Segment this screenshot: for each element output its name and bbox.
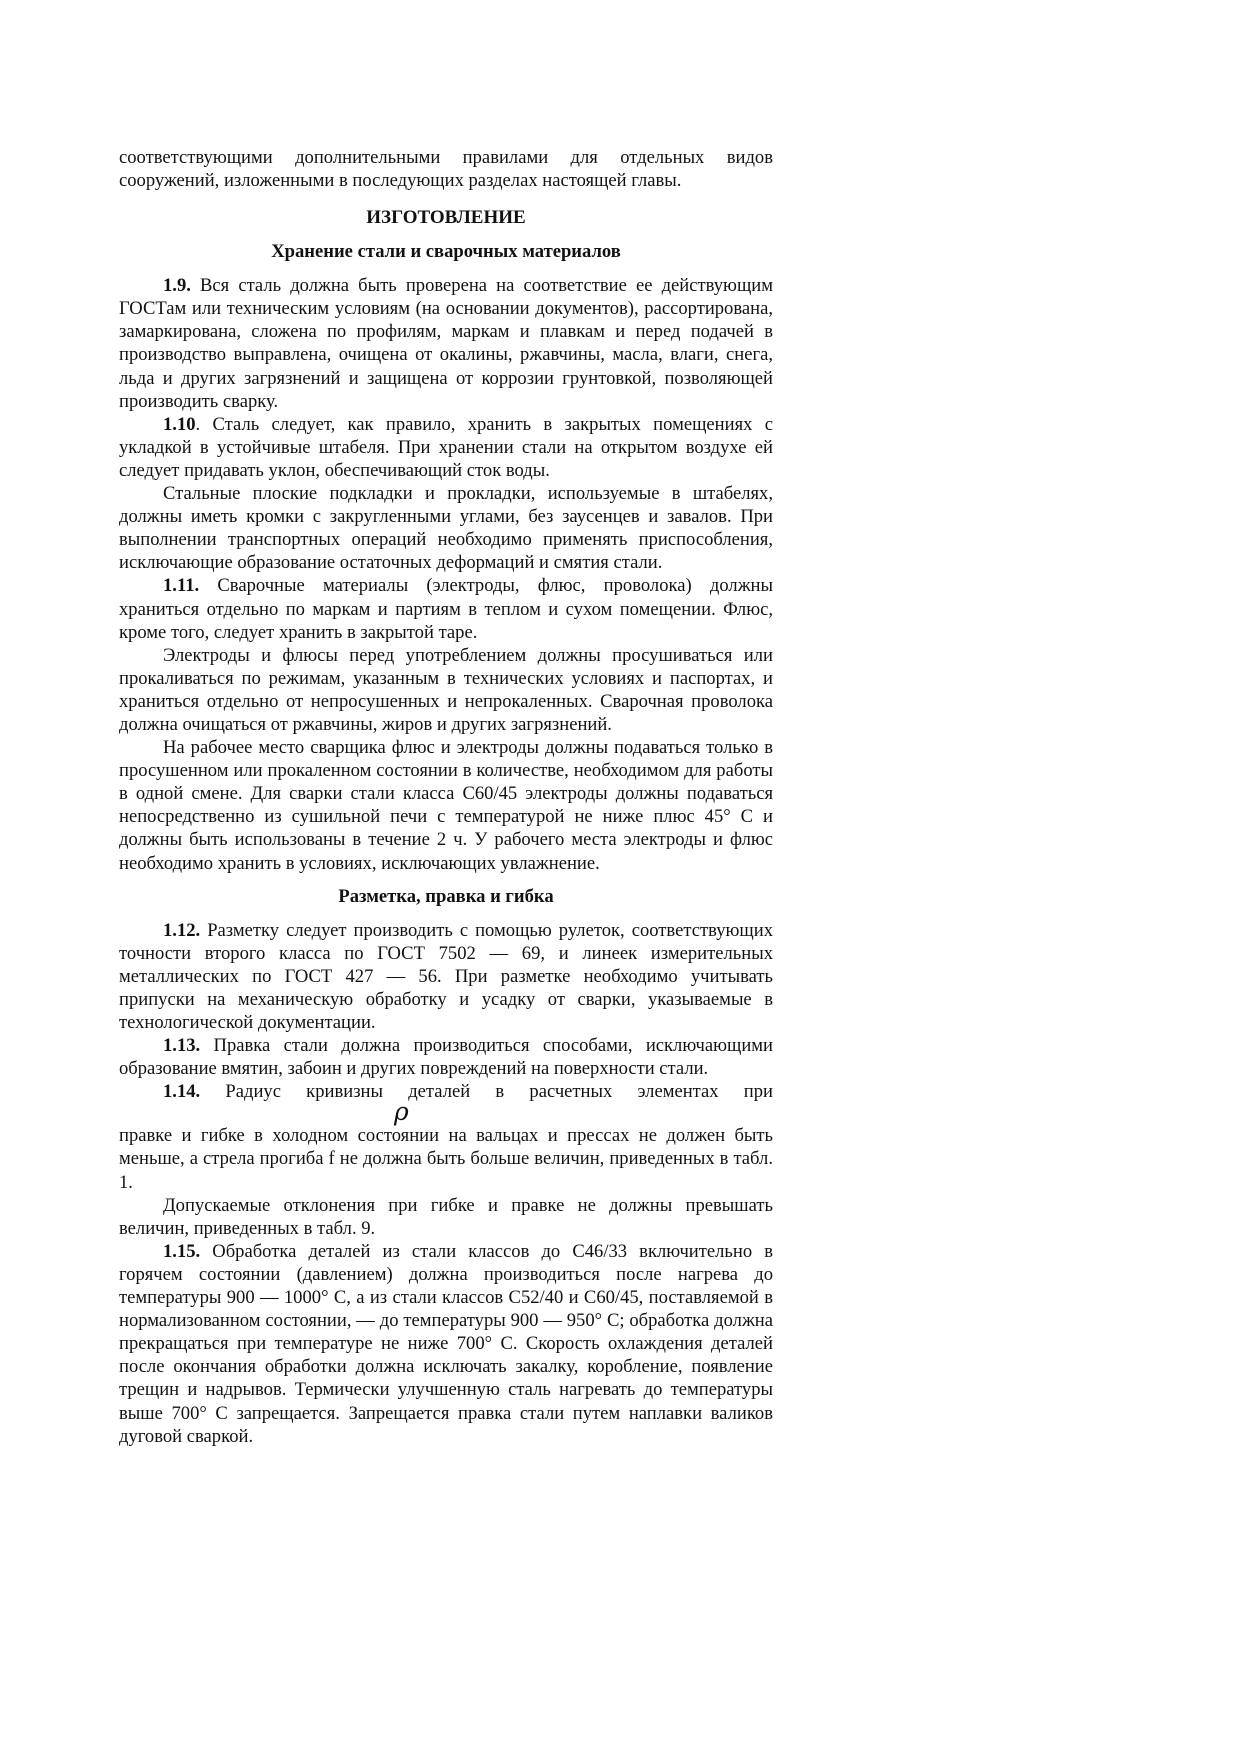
paragraph-1-9 [119, 274, 773, 413]
paragraph-workplace: На рабочее место сварщика флюс и электроды должны подаваться только в просушенном или прокаленном состоянии в количестве, необходимом для работы в одной смене. Для сварки стали класса С60/45 электроды должны подаваться непосредственно из сушильной печи с температурой не ниже плюс 45° С и должны быть использованы в течение 2 ч. У рабочего места электроды и флюс необходимо хранить в условиях, исключающих увлажнение. [119, 737, 773, 874]
clause-text: Вся сталь должна быть проверена на соответствие ее действующим ГОСТам или техническим условиям (на основании документов), рассортирована, замаркирована, сложена по профилям, маркам и плавкам и перед подачей в производство выправлена, очищена от окалины, ржавчины, масла, влаги, снега, льда и других загрязнений и защищена от коррозии грунтовкой, позволяющей производить сварку. [119, 275, 773, 412]
clause-text: Правка стали должна производиться способами, исключающими образование вмятин, забоин и других повреждений на поверхности стали. [119, 1035, 773, 1080]
intro-paragraph: соответствующими дополнительными правилами для отдельных видов сооружений, изложенными в последующих разделах настоящей главы. [119, 147, 773, 192]
paragraph-1-13 [119, 1034, 773, 1080]
clause-number: 1.13. [163, 1035, 201, 1057]
clause-text: Сварочные материалы (электроды, флюс, проволока) должны храниться отдельно по маркам и партиям в теплом и сухом помещении. Флюс, кроме того, следует хранить в закрытой таре. [119, 575, 773, 643]
paragraph-1-11 [119, 574, 773, 643]
section-title: ИЗГОТОВЛЕНИЕ [366, 207, 526, 229]
paragraph-pads: Стальные плоские подкладки и прокладки, используемые в штабелях, должны иметь кромки с закругленными углами, без заусенцев и завалов. При выполнении транспортных операций необходимо применять приспособления, исключающие образование остаточных деформаций и смятия стали. [119, 483, 773, 574]
paragraph-1-15 [119, 1240, 773, 1448]
clause-number: 1.14. [163, 1081, 201, 1103]
clause-text: . Сталь следует, как правило, хранить в закрытых помещениях с укладкой в устойчивые штабеля. При хранении стали на открытом воздухе ей следует придавать уклон, обеспечивающий сток воды. [119, 413, 773, 481]
document-page [119, 146, 773, 1448]
paragraph-1-12 [119, 919, 773, 1034]
paragraph-electrodes: Электроды и флюсы перед употреблением должны просушиваться или прокаливаться по режимам, указанным в технических условиях и паспортах, и храниться отдельно от непросушенных и непрокаленных. Сварочная проволока должна очищаться от ржавчины, жиров и других загрязнений. [119, 644, 773, 735]
rho-symbol: ρ [394, 1097, 409, 1127]
clause-number: 1.9. [163, 275, 191, 297]
clause-number: 1.10 [163, 413, 196, 435]
clause-number: 1.11. [163, 575, 200, 597]
paragraph-1-10 [119, 413, 773, 482]
clause-text: Обработка деталей из стали классов до С46/33 включительно в горячем состоянии (давлением) должна производиться после нагрева до температуры 900 — 1000° С, а из стали классов С52/40 и С60/45, поставляемой в нормализованном состоянии, — до температуры 900 — 950° С; обработка должна прекращаться при температуре не ниже 700° С. Скорость охлаждения деталей после окончания обработки должна исключать закалку, коробление, появление трещин и надрывов. Термически улучшенную сталь нагревать до температуры выше 700° С запрещается. Запрещается правка стали путем наплавки валиков дуговой сваркой. [119, 1240, 773, 1447]
subsection-title-storage: Хранение стали и сварочных материалов [271, 241, 621, 263]
clause-text: Радиус кривизны деталей в расчетных элементах при [200, 1081, 773, 1103]
paragraph-1-14-continued: правке и гибке в холодном состоянии на вальцах и прессах не должен быть меньше, а стрела прогиба f не должна быть больше величин, приведенных в табл. 1. [119, 1125, 773, 1193]
clause-number: 1.15. [163, 1240, 201, 1262]
paragraph-tolerances: Допускаемые отклонения при гибке и правке не должны превышать величин, приведенных в табл. 9. [119, 1194, 773, 1239]
paragraph-1-14 [119, 1080, 773, 1103]
clause-text: Разметку следует производить с помощью рулеток, соответствующих точности второго класса по ГОСТ 7502 — 69, и линеек измерительных металлических по ГОСТ 427 — 56. При разметке необходимо учитывать припуски на механическую обработку и усадку от сварки, указываемые в технологической документации. [119, 919, 773, 1033]
subsection-title-marking: Разметка, правка и гибка [338, 885, 554, 907]
paragraph-1-14-row [119, 1080, 773, 1127]
clause-number: 1.12. [163, 919, 201, 941]
